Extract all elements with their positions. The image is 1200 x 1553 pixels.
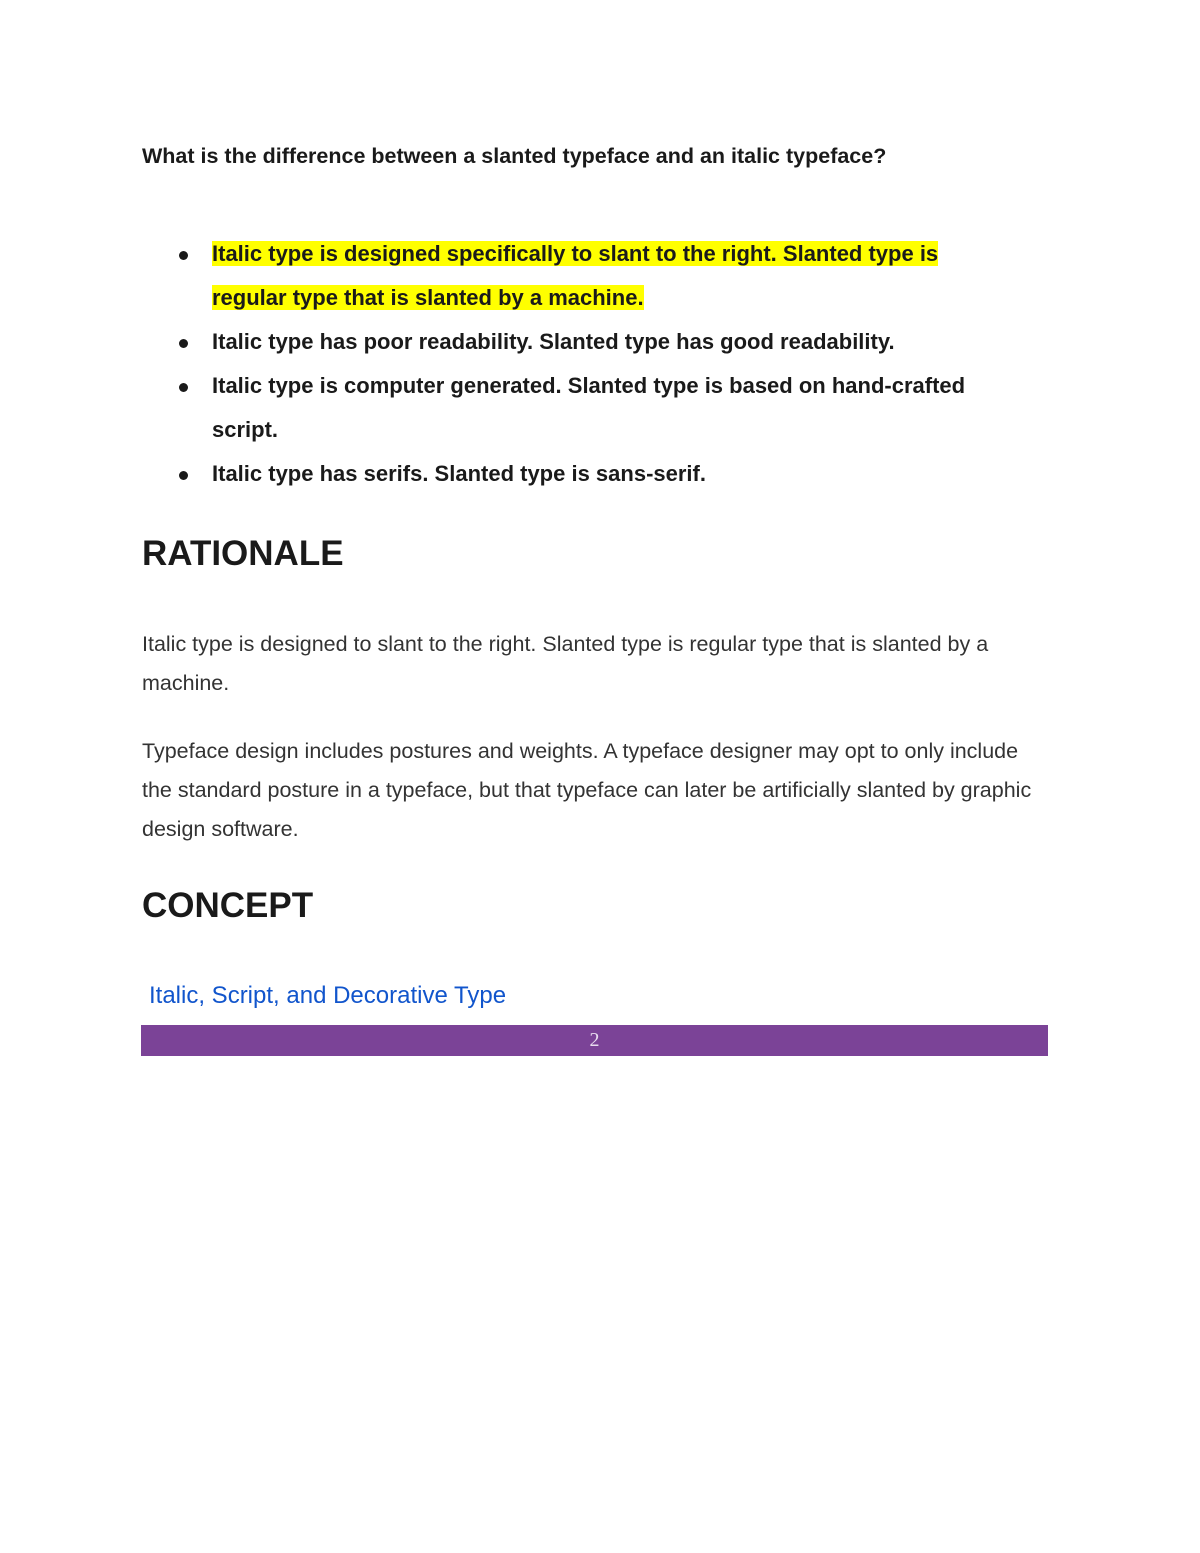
answer-options-list <box>142 232 1042 496</box>
answer-option-1-line2: regular type that is slanted by a machine. <box>212 285 644 310</box>
concept-heading: CONCEPT <box>142 886 314 925</box>
question-text: What is the difference between a slanted typeface and an italic typeface? <box>142 144 887 168</box>
bullet-icon <box>179 251 188 260</box>
answer-option-2 <box>142 320 1042 364</box>
concept-link[interactable]: Italic, Script, and Decorative Type <box>149 982 507 1009</box>
answer-option-3 <box>142 364 1042 452</box>
answer-option-1 <box>142 232 1042 320</box>
bullet-icon <box>179 471 188 480</box>
rationale-paragraph-2: Typeface design includes postures and weights. A typeface designer may opt to only include the standard posture in a typeface, but that typeface can later be artificially slanted by graphic design software. <box>142 739 1032 841</box>
answer-option-4 <box>142 452 1042 496</box>
answer-option-3-line1: Italic type is computer generated. Slanted type is based on hand-crafted <box>212 373 966 398</box>
answer-option-4-text: Italic type has serifs. Slanted type is sans-serif. <box>212 461 706 486</box>
page-number: 2 <box>589 1029 600 1051</box>
answer-option-1-line1: Italic type is designed specifically to slant to the right. Slanted type is <box>212 241 939 266</box>
rationale-heading: RATIONALE <box>142 534 344 573</box>
answer-option-3-line2: script. <box>212 417 279 442</box>
bullet-icon <box>179 383 188 392</box>
answer-option-2-text: Italic type has poor readability. Slanted type has good readability. <box>212 329 895 354</box>
bullet-icon <box>179 339 188 348</box>
page-footer-bar <box>141 1025 1048 1056</box>
rationale-paragraph-1: Italic type is designed to slant to the right. Slanted type is regular type that is slanted by a machine. <box>142 632 989 695</box>
